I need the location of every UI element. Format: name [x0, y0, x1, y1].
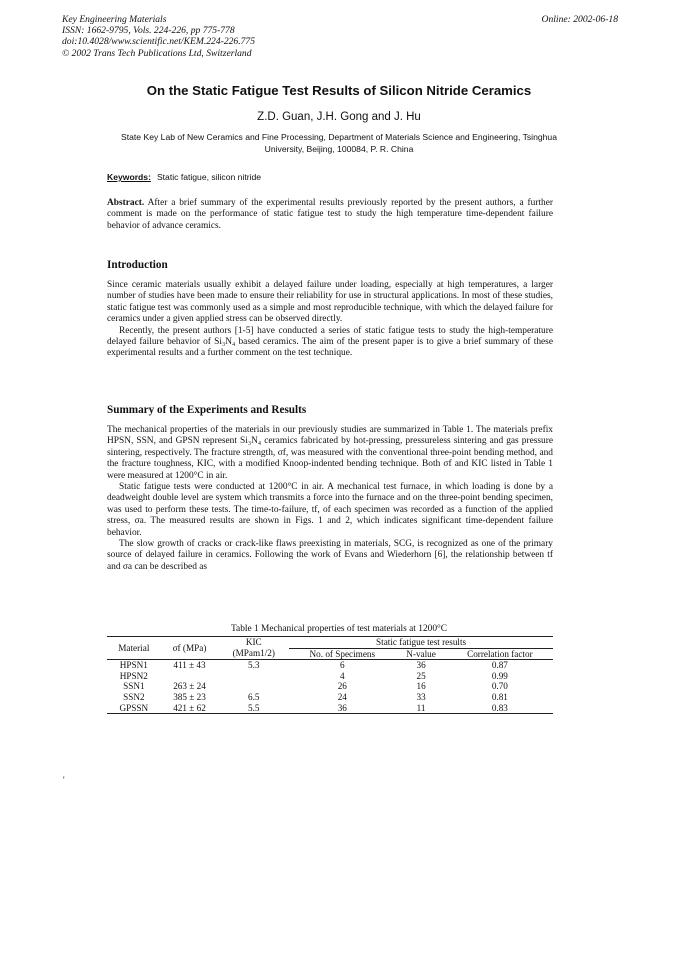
- issn-line: ISSN: 1662-9795, Vols. 224-226, pp 775-778: [62, 25, 235, 37]
- cell-sigma: 385 ± 23: [173, 691, 206, 702]
- properties-table: [107, 636, 553, 714]
- summary-body: [107, 425, 553, 573]
- cell-correlation: 0.83: [447, 703, 553, 714]
- online-date: Online: 2002-06-18: [541, 14, 618, 25]
- col-sigma: σf (MPa): [161, 637, 219, 660]
- cell-kic: [218, 681, 289, 692]
- table-caption: Table 1 Mechanical properties of test materials at 1200°C: [230, 624, 448, 634]
- cell-sigma: 421 ± 62: [161, 703, 219, 714]
- keywords-label: Keywords:: [107, 172, 151, 182]
- intro-paragraph-1: Since ceramic materials usually exhibit a delayed failure under loading, especially at high temperatures, a larger number of studies have been made to ensure their reliability for use in structural applications. In most of these studies, static fatigue test was commonly used as a simple and most reproducible technique, with which the delayed failure for ceramics under a given applied stress can be observed directly.: [107, 280, 553, 325]
- cell-n-value: 33: [416, 691, 426, 702]
- cell-sigma: [161, 671, 219, 682]
- cell-material: HPSN2: [119, 670, 148, 681]
- table-row: [107, 681, 553, 692]
- stray-mark: ': [63, 775, 65, 785]
- col-kic: KIC: [245, 637, 262, 648]
- abstract-text: After a brief summary of the experimental results previously reported by the present authors, a further comment is made on the performance of static fatigue test to study the high temperature time-dependent failure behavior of advance ceramics.: [107, 198, 553, 231]
- summary-heading: Summary of the Experiments and Results: [107, 404, 307, 416]
- cell-n-value: 16: [416, 681, 426, 692]
- journal-name: Key Engineering Materials: [62, 14, 167, 25]
- intro-paragraph-2-wrap: [107, 326, 553, 360]
- summary-paragraph-2: Static fatigue tests were conducted at 1200°C in air. A mechanical test furnace, in which loading is done by a deadweight double level are system which transmits a force into the furnace and on the three-point bending specimen, was used to perform these tests. The time-to-failure, tf, of each specimen was recorded as a function of the applied stress, σa. The measured results are shown in Figs. 1 and 2, which indicates significant time-dependent failure behavior.: [107, 482, 553, 538]
- cell-specimens: 24: [337, 691, 347, 702]
- introduction-heading: Introduction: [107, 259, 168, 271]
- cell-correlation: 0.81: [491, 691, 508, 702]
- summary-paragraph-2-wrap: [107, 482, 553, 539]
- cell-sigma: 263 ± 24: [173, 681, 206, 692]
- col-material: Material: [107, 637, 161, 660]
- cell-specimens: 26: [337, 681, 347, 692]
- copyright-line: © 2002 Trans Tech Publications Ltd, Switzerland: [62, 47, 252, 59]
- cell-kic: [218, 671, 289, 682]
- cell-correlation: 0.99: [491, 670, 508, 681]
- table-row: [107, 671, 553, 682]
- intro-paragraph-2: Recently, the present authors [1-5] have conducted a series of static fatigue tests to study the high-temperature delayed failure behavior of Si₃N₄ based ceramics. The aim of the present paper is to give a brief summary of these experimental results and a further comment on the test technique.: [107, 325, 553, 359]
- cell-kic: 5.5: [218, 703, 289, 714]
- journal-header: [62, 14, 255, 59]
- cell-kic: 6.5: [248, 691, 260, 702]
- cell-correlation: 0.87: [491, 660, 508, 671]
- cell-n-value: 25: [416, 670, 426, 681]
- affiliation: State Key Lab of New Ceramics and Fine Processing, Department of Materials Science and Engineering, Tsinghua University, Beijing, 100084, P. R. China: [121, 132, 557, 155]
- cell-sigma: 411 ± 43: [173, 660, 206, 671]
- summary-paragraph-1: The mechanical properties of the materials in our previously studies are summarized in Table 1. The materials prefix HPSN, SSN, and GPSN represent Si₃N₄ ceramics fabricated by hot-pressing, pressureless sintering and gas pressure sintering, respectively. The fracture strength, σf, was measured with the conventional three-point bending method, and the fracture toughness, KIC, with a modified Knoop-indented bending technique. Both σf and KIC listed in Table 1 were measured at 1200°C in air.: [107, 425, 553, 481]
- col-kic-unit: (MPam1/2): [218, 648, 289, 660]
- cell-n-value: 11: [395, 703, 446, 714]
- table-row: [107, 692, 553, 703]
- keywords-text: Static fatigue, silicon nitride: [156, 172, 262, 182]
- cell-material: GPSSN: [107, 703, 161, 714]
- cell-specimens: 4: [340, 670, 345, 681]
- keywords-line: [107, 172, 261, 182]
- summary-paragraph-3-wrap: [107, 539, 553, 573]
- cell-specimens: 6: [340, 660, 345, 671]
- cell-material: HPSN1: [119, 660, 148, 671]
- col-correlation: Correlation factor: [447, 648, 553, 660]
- cell-correlation: 0.70: [491, 681, 508, 692]
- paper-authors: Z.D. Guan, J.H. Gong and J. Hu: [257, 111, 421, 123]
- cell-material: SSN1: [123, 681, 145, 692]
- col-specimens: No. of Specimens: [289, 648, 395, 660]
- abstract: [107, 198, 553, 232]
- col-n-value: N-value: [395, 648, 446, 660]
- cell-kic: 5.3: [248, 660, 260, 671]
- introduction-body: [107, 280, 553, 360]
- table-row: [107, 660, 553, 671]
- col-static-fatigue: Static fatigue test results: [289, 637, 553, 649]
- summary-paragraph-3: The slow growth of cracks or crack-like flaws preexisting in materials, SCG, is recognized as one of the primary source of delayed failure in ceramics. Following the work of Evans and Wiederhorn [6], the relationship between tf and σa can be described as: [107, 539, 553, 572]
- cell-n-value: 36: [416, 660, 426, 671]
- cell-specimens: 36: [289, 703, 395, 714]
- table-row: [107, 703, 553, 714]
- cell-material: SSN2: [123, 691, 145, 702]
- paper-title: On the Static Fatigue Test Results of Silicon Nitride Ceramics: [146, 83, 532, 98]
- doi-link[interactable]: doi:10.4028/www.scientific.net/KEM.224-226.775: [62, 36, 256, 48]
- abstract-label: Abstract.: [107, 198, 145, 208]
